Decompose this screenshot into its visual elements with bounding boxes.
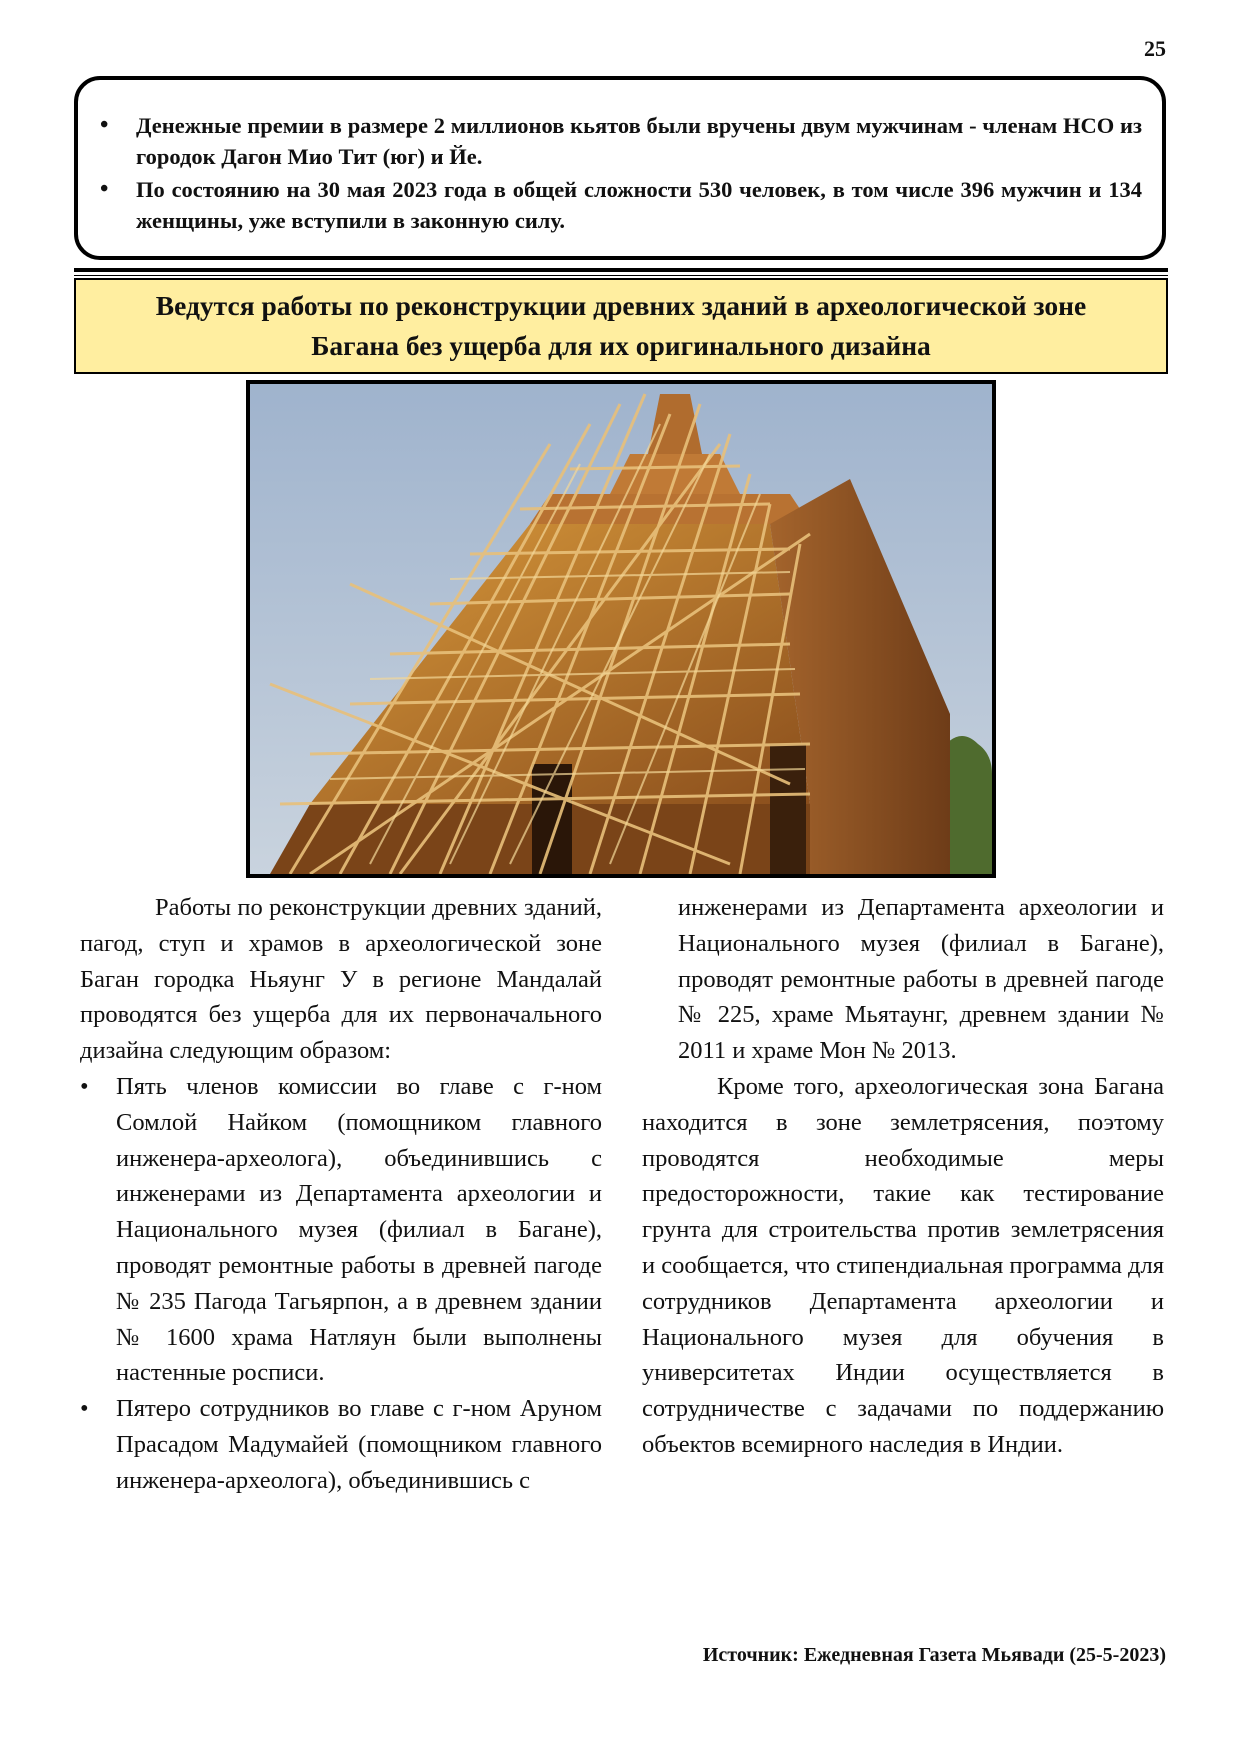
summary-list [92,110,1142,238]
temple-scaffolding-photo [246,380,996,878]
intro-paragraph: Работы по реконструкции древних зданий, пагод, ступ и храмов в археологической зоне Баган городка Ньяунг У в регионе Мандалай проводятся без ущерба для их первоначального дизайна следующим образом: [80,894,602,1065]
divider-rule-thin [74,275,1168,276]
article-headline-box [74,278,1168,374]
article-column-left [80,890,602,1499]
summary-item: • Денежные премии в размере 2 миллионов кьятов были вручены двум мужчинам - членам НСО из городок Дагон Мио Тит (юг) и Йе. [92,110,1142,172]
divider-rule [74,268,1168,272]
summary-item: • По состоянию на 30 мая 2023 года в общей сложности 530 человек, в том числе 396 мужчин и 134 женщины, уже вступили в законную силу. [92,174,1142,236]
source-citation: Источник: Ежедневная Газета Мьявади (25-5-2023) [702,1644,1166,1666]
summary-box [74,76,1166,260]
page-number: 25 [1144,36,1166,61]
temple-photo-illustration [250,384,992,874]
article-headline [156,286,1086,366]
headline-line-2: Багана без ущерба для их оригинального дизайна [311,330,931,361]
work-item-continuation: инженерами из Департамента археологии и Национального музея (филиал в Багане), проводят ремонтные работы в древней пагоде № 225, храме Мьятаунг, древнем здании № 2011 и храме Мон № 2013. [678,894,1164,1065]
work-list [80,1069,602,1499]
closing-paragraph: Кроме того, археологическая зона Багана находится в зоне землетрясения, поэтому проводятся необходимые меры предосторожности, такие как тестирование грунта для строительства против землетрясения и сообщается, что стипендиальная программа для сотрудников Департамента археологии и Национального музея для обучения в университетах Индии осуществляется в сотрудничестве с задачами по поддержанию объектов всемирного наследия в Индии. [642,1072,1164,1458]
article-column-right [642,890,1164,1463]
work-item: • Пять членов комиссии во главе с г-ном Сомлой Найком (помощником главного инженера-археолога), объединившись с инженерами из Департамента археологии и Национального музея (филиал в Багане), проводят ремонтные работы в древней пагоде № 235 Пагода Тагьярпон, а в древнем здании № 1600 храма Натляун были выполнены настенные росписи. [80,1069,602,1391]
headline-line-1: Ведутся работы по реконструкции древних зданий в археологической зоне [155,290,1087,321]
work-item: • Пятеро сотрудников во главе с г-ном Аруном Прасадом Мадумайей (помощником главного инженера-археолога), объединившись с [80,1391,602,1498]
